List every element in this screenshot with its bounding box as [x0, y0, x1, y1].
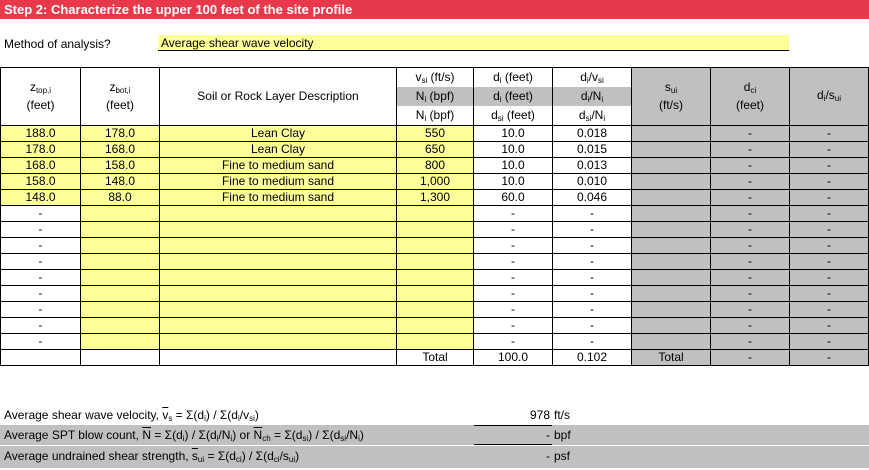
- total-disui: -: [790, 350, 869, 366]
- cell-sui: [632, 222, 711, 238]
- cell-ztop[interactable]: 158.0: [1, 174, 81, 190]
- cell-vsi[interactable]: 800: [397, 158, 474, 174]
- cell-description[interactable]: [160, 254, 397, 270]
- cell-sui: [632, 190, 711, 206]
- cell-dci: -: [711, 158, 790, 174]
- cell-description[interactable]: [160, 206, 397, 222]
- cell-ztop[interactable]: -: [1, 206, 81, 222]
- total-d: 100.0: [474, 350, 553, 366]
- table-row: [1, 270, 869, 286]
- cell-ztop[interactable]: -: [1, 318, 81, 334]
- summary-vs-label: Average shear wave velocity, $\overline{v}_s = \Sigma(d_i) / \Sigma(d_i/v_{si})$: [4, 408, 259, 423]
- header-di: $d_i$ (feet) $d_i$ (feet) $d_{si}$ (feet): [474, 68, 553, 126]
- cell-sui: [632, 270, 711, 286]
- summary-su: [0, 446, 869, 468]
- cell-vsi[interactable]: 1,000: [397, 174, 474, 190]
- cell-vsi[interactable]: [397, 222, 474, 238]
- cell-zbot[interactable]: 168.0: [81, 142, 160, 158]
- cell-di: 10.0: [474, 126, 553, 142]
- table-row: [1, 302, 869, 318]
- table-row: [1, 238, 869, 254]
- cell-di: -: [474, 206, 553, 222]
- cell-di-sui: -: [790, 334, 869, 350]
- cell-sui: [632, 206, 711, 222]
- cell-zbot[interactable]: [81, 254, 160, 270]
- total-label-2: Total: [632, 350, 711, 366]
- cell-vsi[interactable]: [397, 286, 474, 302]
- cell-ztop[interactable]: -: [1, 302, 81, 318]
- cell-dci: -: [711, 174, 790, 190]
- cell-ztop[interactable]: 178.0: [1, 142, 81, 158]
- cell-sui: [632, 254, 711, 270]
- header-zbot: $z_{bot,i}$ (feet): [81, 68, 160, 126]
- summary-su-label: Average undrained shear strength, $\overline{s}_{ui} = \Sigma(d_{ci}) / \Sigma(d_{ci}/s_{ui})$: [4, 449, 300, 464]
- cell-description[interactable]: Fine to medium sand: [160, 174, 397, 190]
- cell-description[interactable]: Lean Clay: [160, 126, 397, 142]
- table-row: [1, 318, 869, 334]
- method-label: Method of analysis?: [4, 37, 111, 51]
- summary-vs-unit: ft/s: [554, 408, 571, 422]
- cell-di: -: [474, 286, 553, 302]
- cell-zbot[interactable]: 88.0: [81, 190, 160, 206]
- cell-dci: -: [711, 222, 790, 238]
- cell-sui: [632, 238, 711, 254]
- cell-ratio: -: [553, 270, 632, 286]
- cell-vsi[interactable]: [397, 334, 474, 350]
- cell-description[interactable]: [160, 318, 397, 334]
- cell-di-sui: -: [790, 286, 869, 302]
- cell-dci: -: [711, 142, 790, 158]
- cell-dci: -: [711, 302, 790, 318]
- header-sui: $s_{ui}$ (ft/s): [632, 68, 711, 126]
- summary-vs-value: 978: [529, 408, 550, 422]
- cell-dci: -: [711, 254, 790, 270]
- summary-vs: [0, 405, 869, 425]
- cell-ztop[interactable]: 148.0: [1, 190, 81, 206]
- cell-di-sui: -: [790, 206, 869, 222]
- header-vsi-ni: $v_{si}$ (ft/s) $N_i$ (bpf) $N_i$ (bpf): [397, 68, 474, 126]
- table-row: [1, 126, 869, 142]
- cell-ratio: -: [553, 286, 632, 302]
- cell-zbot[interactable]: 148.0: [81, 174, 160, 190]
- cell-dci: -: [711, 190, 790, 206]
- summary-n-value: -: [546, 428, 550, 442]
- total-empty-3: [160, 350, 397, 366]
- cell-sui: [632, 126, 711, 142]
- cell-ratio: 0.013: [553, 158, 632, 174]
- cell-ratio: -: [553, 238, 632, 254]
- header-description: Soil or Rock Layer Description: [160, 68, 397, 126]
- cell-dci: -: [711, 318, 790, 334]
- table-row: [1, 286, 869, 302]
- cell-vsi[interactable]: 550: [397, 126, 474, 142]
- cell-di-sui: -: [790, 270, 869, 286]
- cell-dci: -: [711, 238, 790, 254]
- header-row: [1, 68, 869, 126]
- cell-di-sui: -: [790, 142, 869, 158]
- cell-di-sui: -: [790, 174, 869, 190]
- cell-di-sui: -: [790, 254, 869, 270]
- cell-di: 10.0: [474, 158, 553, 174]
- cell-vsi[interactable]: [397, 206, 474, 222]
- totals-row: [1, 350, 869, 366]
- cell-ratio: -: [553, 206, 632, 222]
- cell-vsi[interactable]: [397, 254, 474, 270]
- cell-vsi[interactable]: [397, 318, 474, 334]
- cell-zbot[interactable]: [81, 318, 160, 334]
- cell-sui: [632, 334, 711, 350]
- cell-description[interactable]: [160, 334, 397, 350]
- total-empty-2: [81, 350, 160, 366]
- cell-ztop[interactable]: 188.0: [1, 126, 81, 142]
- cell-di: -: [474, 254, 553, 270]
- cell-di-sui: -: [790, 158, 869, 174]
- cell-description[interactable]: [160, 302, 397, 318]
- table-row: [1, 222, 869, 238]
- cell-di: -: [474, 238, 553, 254]
- cell-sui: [632, 318, 711, 334]
- cell-vsi[interactable]: 1,300: [397, 190, 474, 206]
- cell-description[interactable]: [160, 222, 397, 238]
- cell-zbot[interactable]: 158.0: [81, 158, 160, 174]
- header-dci: $d_{ci}$ (feet): [711, 68, 790, 126]
- cell-di-sui: -: [790, 318, 869, 334]
- cell-zbot[interactable]: [81, 334, 160, 350]
- cell-ratio: 0.010: [553, 174, 632, 190]
- cell-description[interactable]: [160, 286, 397, 302]
- step-title: Step 2: Characterize the upper 100 feet of the site profile: [0, 0, 869, 19]
- cell-zbot[interactable]: [81, 302, 160, 318]
- cell-ratio: 0.015: [553, 142, 632, 158]
- cell-description[interactable]: [160, 270, 397, 286]
- cell-ratio: -: [553, 334, 632, 350]
- cell-ratio: -: [553, 318, 632, 334]
- cell-ztop[interactable]: -: [1, 238, 81, 254]
- summary-su-unit: psf: [554, 449, 571, 463]
- cell-ztop[interactable]: -: [1, 222, 81, 238]
- cell-sui: [632, 142, 711, 158]
- cell-ratio: 0.018: [553, 126, 632, 142]
- layer-table: [0, 67, 869, 366]
- cell-ztop[interactable]: -: [1, 270, 81, 286]
- cell-dci: -: [711, 270, 790, 286]
- cell-ratio: -: [553, 222, 632, 238]
- summary-n: [0, 425, 869, 445]
- cell-ztop[interactable]: -: [1, 254, 81, 270]
- cell-zbot[interactable]: [81, 238, 160, 254]
- table-row: [1, 158, 869, 174]
- cell-sui: [632, 174, 711, 190]
- summary-n-topline: [474, 425, 552, 426]
- cell-ratio: -: [553, 254, 632, 270]
- summary-n-label: Average SPT blow count, $\overline{N} = \Sigma(d_i) / \Sigma(d_i/N_i)$ or $\overline{N}_{ch} = \Sigma(d_{si}) / \Sigma(d_{si}/N_i)$: [4, 428, 364, 443]
- header-ztop: $z_{top,i}$ (feet): [1, 68, 81, 126]
- cell-vsi[interactable]: [397, 270, 474, 286]
- total-dci: -: [711, 350, 790, 366]
- cell-vsi[interactable]: 650: [397, 142, 474, 158]
- cell-di-sui: -: [790, 238, 869, 254]
- cell-sui: [632, 158, 711, 174]
- cell-description[interactable]: Fine to medium sand: [160, 158, 397, 174]
- cell-di: 60.0: [474, 190, 553, 206]
- cell-description[interactable]: Fine to medium sand: [160, 190, 397, 206]
- table-row: [1, 174, 869, 190]
- cell-zbot[interactable]: 178.0: [81, 126, 160, 142]
- table-row: [1, 190, 869, 206]
- method-dropdown[interactable]: Average shear wave velocity: [158, 35, 789, 51]
- cell-dci: -: [711, 126, 790, 142]
- cell-dci: -: [711, 334, 790, 350]
- cell-sui: [632, 302, 711, 318]
- header-di-sui: $d_i/s_{ui}$: [790, 68, 869, 126]
- cell-di: -: [474, 270, 553, 286]
- table-row: [1, 254, 869, 270]
- cell-description[interactable]: Lean Clay: [160, 142, 397, 158]
- cell-description[interactable]: [160, 238, 397, 254]
- cell-di: -: [474, 222, 553, 238]
- cell-zbot[interactable]: [81, 222, 160, 238]
- table-row: [1, 334, 869, 350]
- cell-di: -: [474, 334, 553, 350]
- cell-di-sui: -: [790, 302, 869, 318]
- cell-di: -: [474, 318, 553, 334]
- cell-dci: -: [711, 206, 790, 222]
- cell-zbot[interactable]: [81, 206, 160, 222]
- cell-di: 10.0: [474, 174, 553, 190]
- cell-di-sui: -: [790, 190, 869, 206]
- total-label: Total: [397, 350, 474, 366]
- cell-ratio: -: [553, 302, 632, 318]
- total-empty-1: [1, 350, 81, 366]
- cell-sui: [632, 286, 711, 302]
- cell-vsi[interactable]: [397, 302, 474, 318]
- layer-rows: [1, 126, 869, 350]
- cell-vsi[interactable]: [397, 238, 474, 254]
- summary-su-value: -: [546, 449, 550, 463]
- cell-zbot[interactable]: [81, 286, 160, 302]
- summary-n-unit: bpf: [554, 428, 571, 442]
- total-ratio: 0.102: [553, 350, 632, 366]
- cell-ratio: 0.046: [553, 190, 632, 206]
- cell-di: 10.0: [474, 142, 553, 158]
- cell-zbot[interactable]: [81, 270, 160, 286]
- header-ratio: $d_i/v_{si}$ $d_i/N_i$ $d_{si}/N_i$: [553, 68, 632, 126]
- table-row: [1, 142, 869, 158]
- cell-dci: -: [711, 286, 790, 302]
- cell-di-sui: -: [790, 126, 869, 142]
- cell-di-sui: -: [790, 222, 869, 238]
- table-row: [1, 206, 869, 222]
- cell-ztop[interactable]: 168.0: [1, 158, 81, 174]
- cell-di: -: [474, 302, 553, 318]
- summary-n-underline: [474, 444, 552, 445]
- cell-ztop[interactable]: -: [1, 286, 81, 302]
- cell-ztop[interactable]: -: [1, 334, 81, 350]
